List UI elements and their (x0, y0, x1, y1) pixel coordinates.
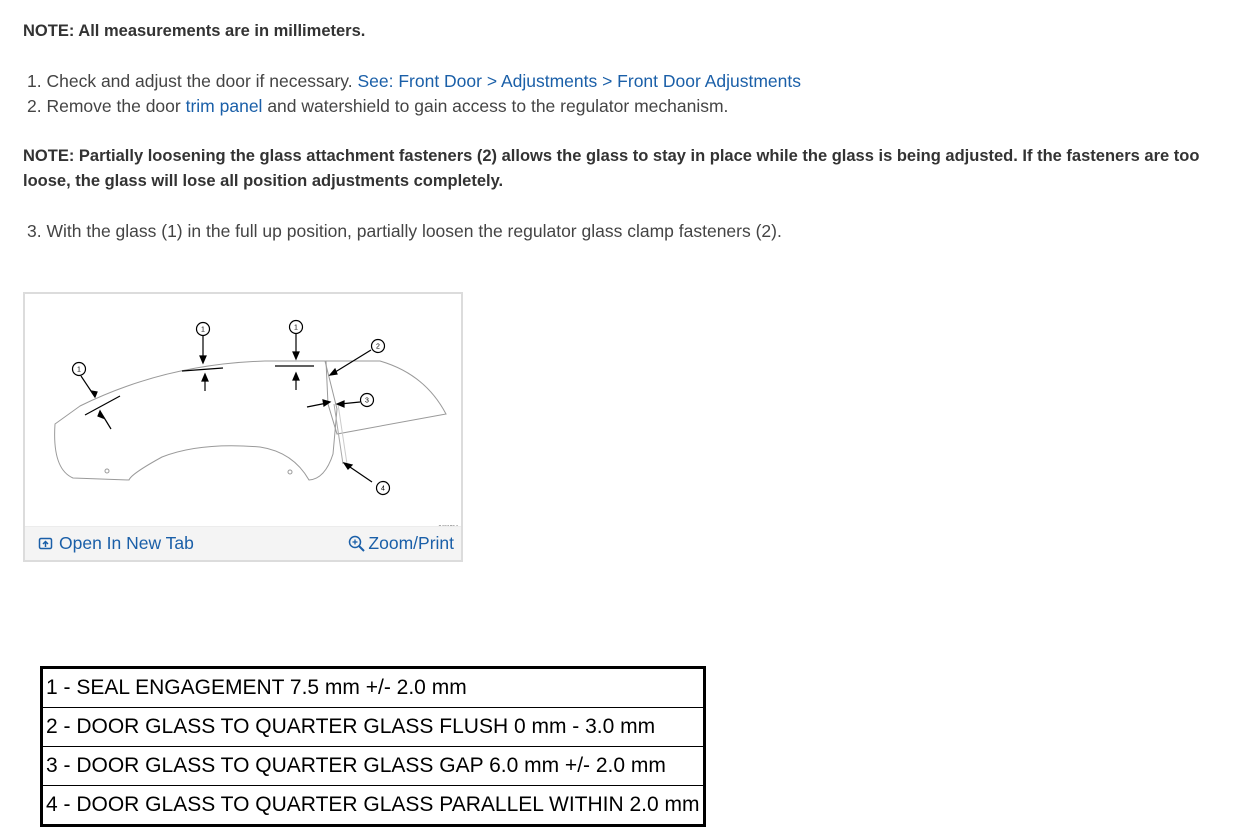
open-in-new-tab-icon (38, 536, 53, 551)
spec-row-2: 2 - DOOR GLASS TO QUARTER GLASS FLUSH 0 mm - 3.0 mm (42, 708, 705, 747)
step-3-text: With the glass (1) in the full up position, partially loosen the regulator glass clamp fasteners (2). (46, 221, 782, 241)
trim-panel-link[interactable]: trim panel (185, 96, 263, 116)
spec-row-1: 1 - SEAL ENGAGEMENT 7.5 mm +/- 2.0 mm (42, 668, 705, 708)
callout-2 (372, 340, 385, 353)
glass-adjustment-figure (23, 292, 463, 562)
step-3 (27, 219, 782, 244)
step-3-number: 3. (27, 221, 42, 241)
step-1 (27, 69, 801, 94)
callout-3 (361, 394, 374, 407)
spec-row-4: 4 - DOOR GLASS TO QUARTER GLASS PARALLEL WITHIN 2.0 mm (42, 786, 705, 826)
step-1-number: 1. (27, 71, 42, 91)
callout-1-right (290, 321, 303, 334)
table-row (42, 786, 705, 826)
svg-text:4: 4 (381, 485, 385, 493)
callout-1-middle (197, 323, 210, 336)
units-note: NOTE: All measurements are in millimeters. (23, 22, 366, 40)
callout-1-left (73, 363, 86, 376)
figure-toolbar (25, 526, 461, 560)
step-2-text-before: Remove the door (46, 96, 181, 116)
zoom-print-label: Zoom/Print (368, 533, 454, 553)
table-row (42, 747, 705, 786)
quarter-glass-outline (326, 361, 446, 434)
zoom-in-icon (348, 535, 366, 553)
svg-text:2: 2 (376, 343, 380, 351)
zoom-print-button[interactable] (348, 533, 454, 554)
svg-text:1: 1 (294, 324, 298, 332)
step-1-text: Check and adjust the door if necessary. (46, 71, 353, 91)
step-2-number: 2. (27, 96, 42, 116)
step-2 (27, 94, 728, 119)
spec-row-3: 3 - DOOR GLASS TO QUARTER GLASS GAP 6.0 mm +/- 2.0 mm (42, 747, 705, 786)
spec-table (40, 666, 706, 827)
svg-text:1: 1 (77, 366, 81, 374)
open-in-new-tab-label: Open In New Tab (59, 533, 194, 553)
table-row (42, 668, 705, 708)
open-in-new-tab-button[interactable] (38, 533, 194, 554)
step-2-text-after: and watershield to gain access to the regulator mechanism. (267, 96, 729, 116)
callout-4 (377, 482, 390, 495)
svg-text:1: 1 (201, 326, 205, 334)
fastener-note: NOTE: Partially loosening the glass attachment fasteners (2) allows the glass to stay in place while the glass is being adjusted. If the fasteners are too loose, the glass will lose all position adjustments completely. (23, 147, 1200, 190)
table-row (42, 708, 705, 747)
front-door-adjustments-link[interactable]: See: Front Door > Adjustments > Front Door Adjustments (357, 71, 802, 91)
svg-text:3: 3 (365, 397, 369, 405)
door-glass-diagram (25, 294, 461, 526)
